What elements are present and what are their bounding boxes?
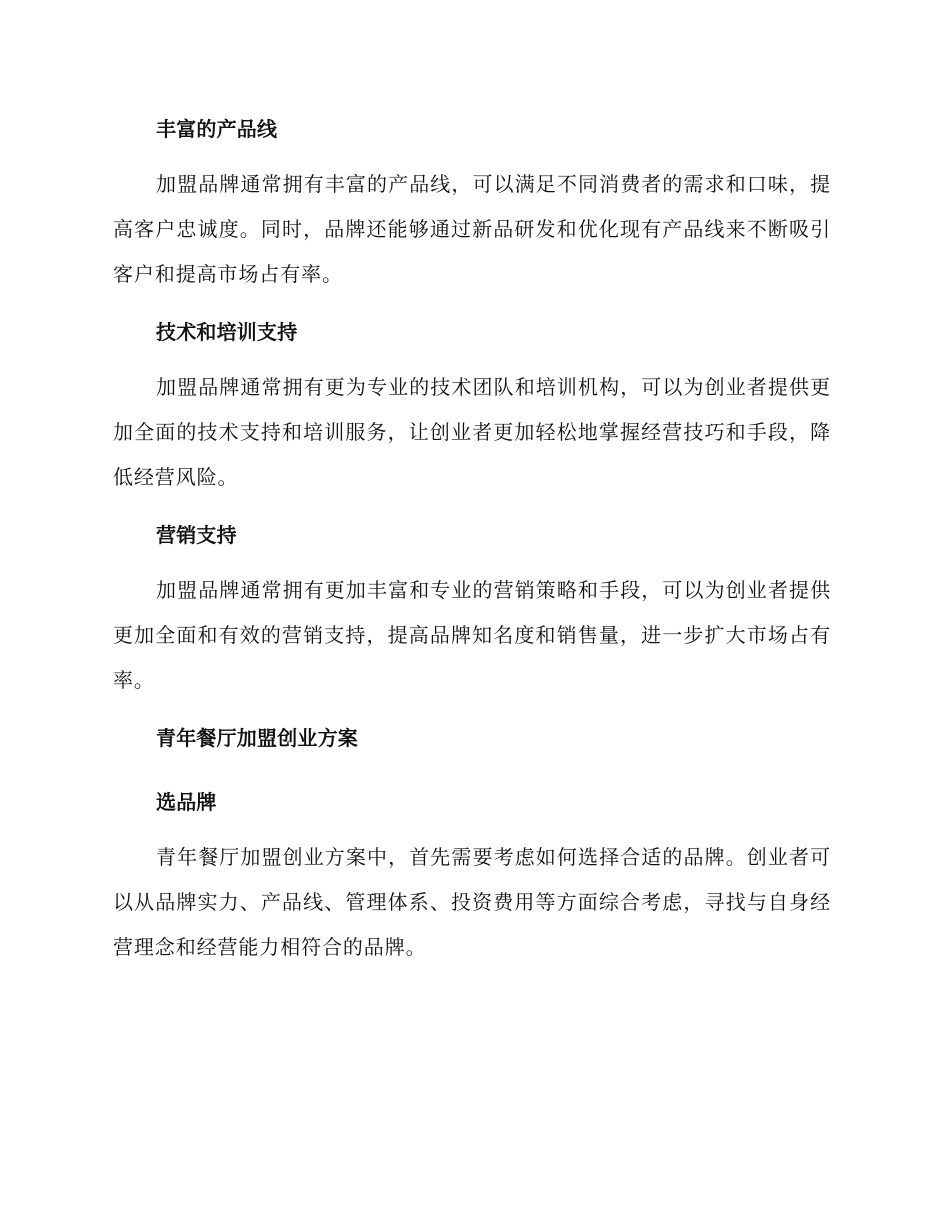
section-heading-marketing: 营销支持: [156, 523, 237, 547]
section-paragraph-choose-brand: 青年餐厅加盟创业方案中，首先需要考虑如何选择合适的品牌。创业者可以从品牌实力、产品线、管理体系、投资费用等方面综合考虑，寻找与自身经营理念和经营能力相符合的品牌。: [113, 845, 831, 959]
section-heading-franchise-plan: 青年餐厅加盟创业方案: [156, 726, 358, 750]
section-paragraph-marketing: 加盟品牌通常拥有更加丰富和专业的营销策略和手段，可以为创业者提供更加全面和有效的营销支持，提高品牌知名度和销售量，进一步扩大市场占有率。: [113, 578, 831, 692]
document-body: [113, 112, 831, 970]
section-heading-product-line: 丰富的产品线: [156, 117, 278, 141]
section-paragraph-tech-training: 加盟品牌通常拥有更为专业的技术团队和培训机构，可以为创业者提供更加全面的技术支持和培训服务，让创业者更加轻松地掌握经营技巧和手段，降低经营风险。: [113, 375, 831, 489]
section-paragraph-product-line: 加盟品牌通常拥有丰富的产品线，可以满足不同消费者的需求和口味，提高客户忠诚度。同时，品牌还能够通过新品研发和优化现有产品线来不断吸引客户和提高市场占有率。: [113, 172, 831, 286]
section-heading-choose-brand: 选品牌: [156, 790, 217, 814]
section-heading-tech-training: 技术和培训支持: [156, 320, 298, 344]
